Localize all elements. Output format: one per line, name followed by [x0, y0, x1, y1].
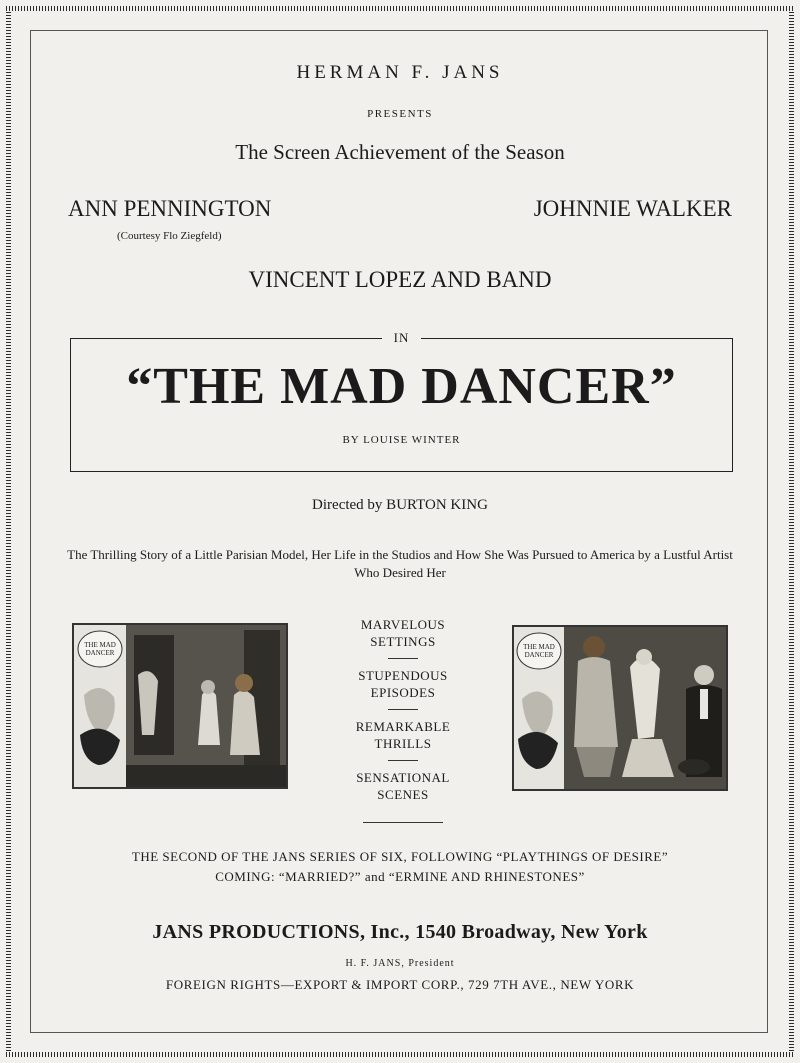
band: VINCENT LOPEZ AND BAND	[248, 267, 552, 292]
film-still-left	[72, 623, 288, 789]
series-line-1: THE SECOND OF THE JANS SERIES OF SIX, FOLLOWING “PLAYTHINGS OF DESIRE”	[131, 849, 669, 864]
presenter: HERMAN F. JANS	[296, 62, 504, 83]
in-label: IN	[382, 330, 422, 345]
feature-item	[328, 769, 478, 803]
title-box	[70, 330, 733, 472]
feature-line: EPISODES	[370, 685, 436, 700]
film-still-right	[512, 625, 728, 791]
still-right-badge-2: DANCER	[524, 651, 554, 659]
company: JANS PRODUCTIONS, Inc., 1540 Broadway, New York	[152, 921, 648, 943]
feature-line: SENSATIONAL	[356, 770, 450, 785]
features-list	[328, 616, 478, 820]
star-right: JOHNNIE WALKER	[533, 196, 732, 221]
feature-line: SETTINGS	[370, 634, 436, 649]
presents-label: PRESENTS	[367, 108, 433, 120]
president: H. F. JANS, President	[345, 958, 455, 969]
features-divider	[363, 822, 443, 823]
synopsis: The Thrilling Story of a Little Parisian Model, Her Life in the Studios and How She Was Pursued to America by a Lustful Artist Who Desired Her	[67, 547, 733, 580]
subtitle: The Screen Achievement of the Season	[235, 140, 565, 164]
star-left: ANN PENNINGTON	[68, 196, 272, 221]
still-left-image	[74, 625, 286, 787]
author: BY LOUISE WINTER	[342, 434, 461, 446]
still-left-badge-2: DANCER	[85, 649, 115, 657]
still-right-badge-1: THE MAD	[523, 643, 555, 651]
film-title: “THE MAD DANCER”	[126, 358, 677, 415]
foreign-rights: FOREIGN RIGHTS—EXPORT & IMPORT CORP., 729 7TH AVE., NEW YORK	[165, 977, 635, 992]
series-line-2: COMING: “MARRIED?” and “ERMINE AND RHINESTONES”	[215, 869, 585, 884]
feature-item	[328, 667, 478, 701]
feature-item	[328, 718, 478, 752]
in-label-wrap	[71, 329, 732, 347]
feature-line: STUPENDOUS	[358, 668, 448, 683]
feature-line: SCENES	[377, 787, 429, 802]
feature-item	[328, 616, 478, 650]
feature-line: MARVELOUS	[360, 617, 446, 632]
still-left-badge-1: THE MAD	[84, 641, 116, 649]
feature-line: REMARKABLE	[355, 719, 451, 734]
star-left-courtesy: (Courtesy Flo Ziegfeld)	[117, 230, 222, 242]
series-info	[0, 847, 800, 887]
feature-line: THRILLS	[374, 736, 432, 751]
director: Directed by BURTON KING	[312, 497, 488, 513]
still-right-image	[514, 627, 726, 789]
